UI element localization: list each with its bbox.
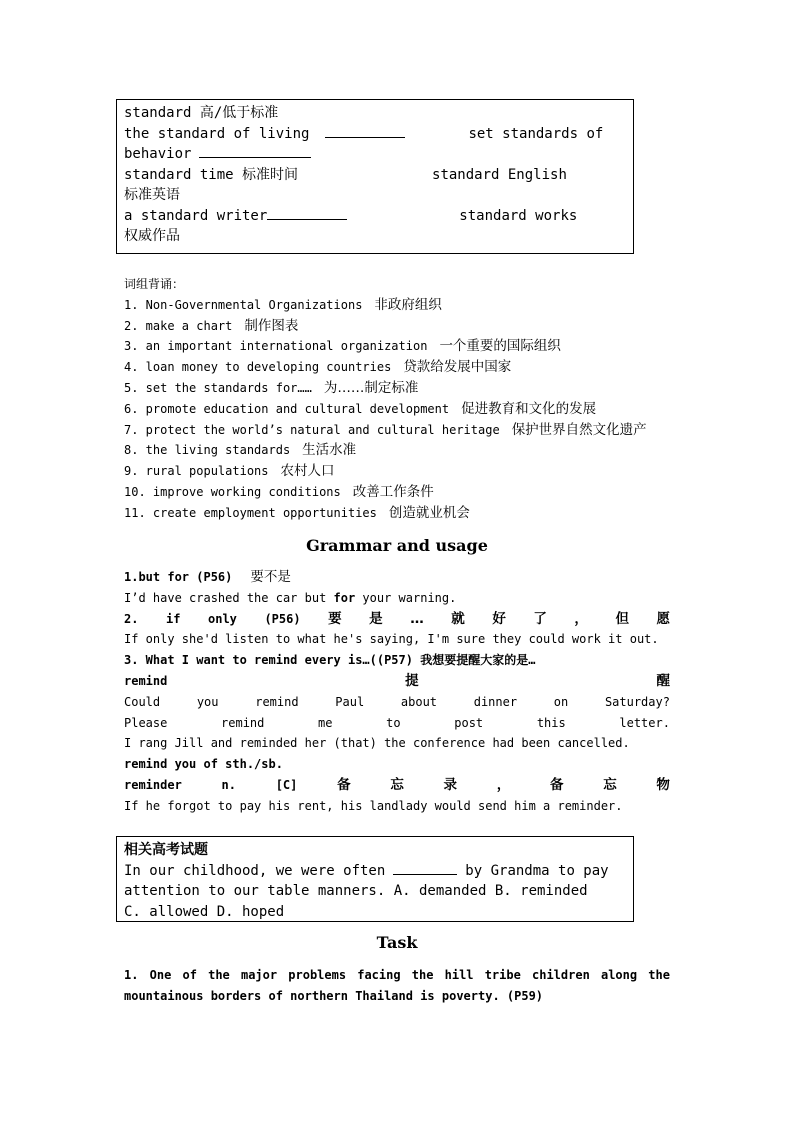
word: the [208, 968, 230, 982]
word: Paul [335, 694, 365, 709]
phrase-english: 9. rural populations [124, 464, 269, 479]
word: … [410, 610, 424, 627]
phrase-chinese: 为……制定标准 [323, 379, 419, 396]
phrase-list [124, 274, 670, 524]
exam-question-line-2: attention to our table manners. A. demanded B. reminded [124, 883, 588, 899]
word: along [600, 968, 638, 982]
phrase-item [124, 503, 670, 524]
phrase-chinese: 保护世界自然文化遗产 [511, 421, 647, 438]
box1-row-4: standard time 标准时间 standard English [124, 166, 567, 183]
word: 备 [337, 776, 351, 793]
word: 但 [615, 610, 629, 627]
grammar-line-10: remind you of sth./sb. [124, 757, 283, 772]
box1-row-3: behavior [124, 144, 626, 165]
word: 录 [443, 776, 458, 793]
word: post [454, 715, 484, 730]
task-line-1 [124, 965, 670, 986]
phrase-chinese: 一个重要的国际组织 [439, 338, 561, 355]
word: of [182, 968, 197, 982]
grammar-line-9: I rang Jill and reminded her (that) the conference had been cancelled. [124, 736, 630, 751]
task-section [124, 965, 670, 1007]
grammar-line-11 [124, 775, 670, 796]
word: 物 [656, 776, 670, 793]
exam-question-box [116, 836, 634, 922]
word: major [240, 968, 278, 982]
exam-box-title: 相关高考试题 [124, 842, 208, 858]
word: ， [496, 776, 511, 793]
word: problems [288, 968, 347, 982]
word: 忘 [603, 776, 617, 793]
phrase-chinese: 贷款给发展中国家 [403, 359, 512, 376]
word: 了 [533, 610, 547, 627]
word: 愿 [656, 610, 670, 627]
word: to [386, 715, 401, 730]
grammar-line-2: I’d have crashed the car but for your warning. [124, 590, 457, 605]
phrase-english: 4. loan money to developing countries [124, 360, 392, 375]
phrase-item [124, 399, 670, 420]
answer-blank [393, 861, 457, 875]
word: Could [124, 694, 161, 709]
phrase-english: 7. protect the world’s natural and cultural heritage [124, 422, 500, 437]
phrase-item [124, 378, 670, 399]
word: letter. [619, 715, 670, 730]
task-line-2: mountainous borders of northern Thailand is poverty. (P59) [124, 988, 544, 1003]
grammar-line-3 [124, 609, 670, 630]
grammar-line-12: If he forgot to pay his rent, his landlady would send him a reminder. [124, 798, 623, 813]
word: 提 [405, 672, 419, 689]
word: 就 [451, 610, 465, 627]
word: children [532, 968, 590, 982]
answer-blank [267, 206, 347, 220]
phrase-item [124, 461, 670, 482]
phrase-item [124, 316, 670, 337]
box1-row-5: 标准英语 [124, 187, 180, 203]
word: you [196, 694, 219, 709]
phrase-chinese: 促进教育和文化的发展 [461, 400, 597, 417]
word: 忘 [390, 776, 404, 793]
phrase-chinese: 农村人口 [280, 463, 335, 480]
word: tribe [484, 968, 521, 982]
word: 备 [549, 776, 564, 793]
phrase-english: 5. set the standards for…… [124, 380, 312, 395]
phrase-chinese: 非政府组织 [374, 296, 442, 313]
phrase-english: 1. Non-Governmental Organizations [124, 297, 363, 312]
word: the [648, 968, 670, 982]
word: 醒 [656, 672, 670, 689]
word: reminder [124, 777, 182, 792]
exam-question-line-3: C. allowed D. hoped [124, 903, 285, 920]
phrase-chinese: 制作图表 [244, 317, 299, 334]
task-heading: Task [376, 933, 418, 952]
phrase-chinese: 生活水准 [302, 442, 357, 459]
box1-row-1: standard 高/低于标准 [124, 105, 279, 121]
word: only [208, 611, 237, 626]
word: ， [574, 610, 588, 627]
phrase-item [124, 420, 670, 441]
box1-row-6: a standard writer standard works [124, 207, 578, 224]
phrase-list-title: 词组背诵： [124, 277, 185, 291]
phrase-item [124, 295, 670, 316]
word: dinner [473, 694, 518, 709]
phrase-chinese: 创造就业机会 [388, 504, 470, 521]
word: 2. [124, 611, 139, 626]
word: Saturday? [604, 694, 670, 709]
standard-usage-box [116, 99, 634, 254]
phrase-english: 10. improve working conditions [124, 484, 341, 499]
phrase-item [124, 482, 670, 503]
word: [C] [275, 777, 298, 792]
phrase-item [124, 336, 670, 357]
word: remind [124, 673, 168, 688]
phrase-english: 11. create employment opportunities [124, 505, 377, 520]
phrase-english: 8. the living standards [124, 443, 291, 458]
word: 好 [492, 610, 506, 627]
word: the [411, 968, 434, 982]
word: facing [357, 968, 401, 982]
phrase-item [124, 357, 670, 378]
word: if [166, 611, 181, 626]
word: One [149, 968, 172, 982]
word: about [400, 694, 438, 709]
answer-blank [199, 144, 311, 158]
word: on [553, 694, 569, 709]
grammar-heading: Grammar and usage [306, 536, 488, 555]
word: me [318, 715, 333, 730]
phrase-english: 6. promote education and cultural development [124, 401, 450, 416]
grammar-line-4: If only she'd listen to what he's saying, I'm sure they could work it out. [124, 632, 659, 647]
grammar-line-1: 1.but for (P56) 要不是 [124, 569, 291, 585]
word: 是 [369, 610, 383, 627]
grammar-line-5: 3. What I want to remind every is…((P57) 我想要提醒大家的是… [124, 653, 536, 668]
word: remind [221, 715, 265, 730]
exam-question-line-1: In our childhood, we were often by Grandma to pay [124, 862, 609, 879]
word: hill [444, 968, 474, 982]
grammar-line-7 [124, 692, 670, 713]
grammar-line-8 [124, 713, 670, 734]
word: n. [221, 777, 236, 792]
word: 要 [328, 610, 342, 627]
word: 1. [124, 968, 139, 982]
phrase-english: 3. an important international organization [124, 339, 428, 354]
word: this [536, 715, 566, 730]
box1-row-2: the standard of living set standards of [124, 125, 604, 142]
word: (P56) [264, 611, 301, 626]
phrase-english: 2. make a chart [124, 318, 233, 333]
grammar-line-6 [124, 671, 670, 692]
box1-row-7: 权威作品 [124, 228, 180, 244]
phrase-item [124, 440, 670, 461]
answer-blank [325, 124, 405, 138]
word: Please [124, 715, 168, 730]
grammar-section [124, 567, 670, 817]
phrase-chinese: 改善工作条件 [352, 483, 434, 500]
word: remind [255, 694, 299, 709]
